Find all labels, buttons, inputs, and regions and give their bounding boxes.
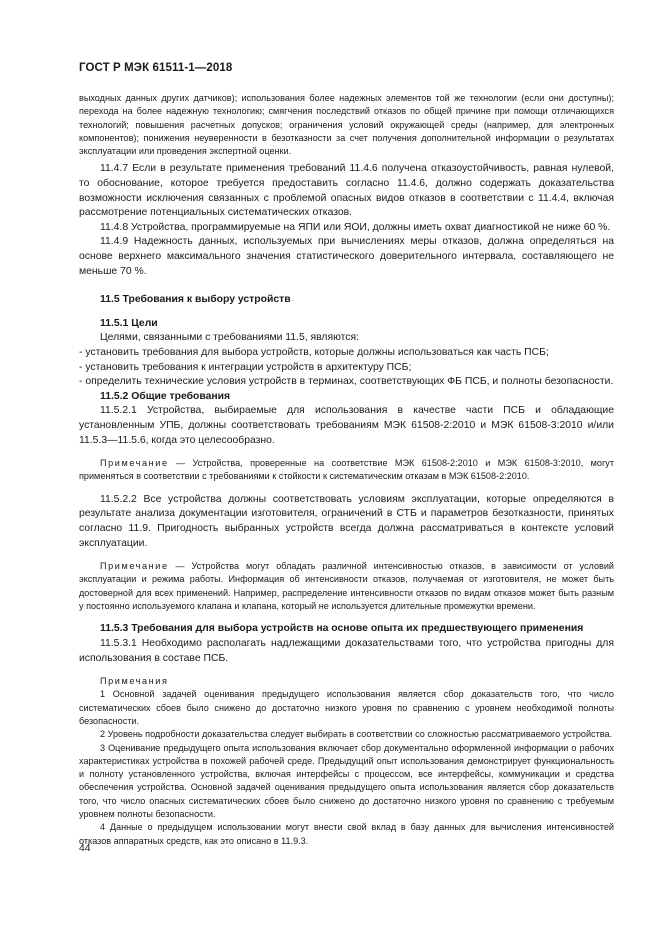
subsection-heading-11-5-2: 11.5.2 Общие требования <box>100 390 231 402</box>
note-1 <box>79 457 614 484</box>
paragraph-11-4-8: 11.4.8 Устройства, программируемые на ЯПИ или ЯОИ, должны иметь охват диагностикой не ниже 60 %. <box>100 221 611 233</box>
note-text: — Устройства, проверенные на соответствие МЭК 61508-2:2010 и МЭК 61508-3:2010, могут применяться в соответствии с требованиями к стойкости к систематическим отказам в МЭК 61508-2:2010. <box>79 458 614 482</box>
subsection-heading-11-5-3: 11.5.3 Требования для выбора устройств на основе опыта их предшествующего применения <box>100 623 584 635</box>
objectives-intro: Целями, связанными с требованиями 11.5, являются: <box>100 332 360 344</box>
paragraph-11-5-3-1: 11.5.3.1 Необходимо располагать надлежащими доказательствами того, что устройства пригодны для использования в составе ПСБ. <box>79 637 614 664</box>
note-label: Примечание <box>100 561 169 572</box>
document-header: ГОСТ Р МЭК 61511-1—2018 <box>79 62 233 74</box>
note-2 <box>79 560 614 613</box>
page-number: 44 <box>79 843 91 854</box>
note-item-4: 4 Данные о предыдущем использовании могут внести свой вклад в базу данных для вычисления интенсивностей отказов аппаратных средств, как это описано в 11.9.3. <box>79 822 614 846</box>
note-text: — Устройства могут обладать различной интенсивностью отказов, в зависимости от условий эксплуатации и режима работы. Информация об интенсивности отказов, получаемая от изготовителя, не может быть достоверной для всех применений. Например, распределение интенсивности отказов по видам отказов может быть разным у постоянно используемого клапана и клапана, который не используется длительные промежутки времени. <box>79 561 614 612</box>
paragraph-11-5-2-2: 11.5.2.2 Все устройства должны соответствовать условиям эксплуатации, которые определяются в результате анализа документации изготовителя, ограничений в СТБ и параметров безотказности, принятых согласно 11.9. Пригодность выбранных устройств всегда должна рассматриваться в контексте условий эксплуатации. <box>79 493 614 549</box>
document-body <box>79 92 614 848</box>
paragraph-11-4-7: 11.4.7 Если в результате применения требований 11.4.6 получена отказоустойчивость, равная нулевой, то обоснование, которое требуется предоставить согласно 11.4.6, должно содержать доказательства возможности исключения связанных с проблемой опасных видов отказов в соответствии с 11.4.4, включая рассмотрение потенциальных систематических отказов. <box>79 163 614 219</box>
section-heading-11-5: 11.5 Требования к выбору устройств <box>100 294 291 306</box>
paragraph-11-4-9: 11.4.9 Надежность данных, используемых при вычислениях меры отказов, должна определяться на основе верхнего максимального значения статистического доверительного интервала, составляющего не меньше 70 %. <box>79 236 614 277</box>
notes-heading: Примечания <box>100 676 169 687</box>
note-item-1: 1 Основной задачей оценивания предыдущего использования является сбор доказательств того, что число систематических сбоев было снижено до достаточно низкого уровня по сравнению с уровнем необходимой полноты безопасности. <box>79 689 614 726</box>
subsection-heading-11-5-1: 11.5.1 Цели <box>100 317 158 329</box>
note-item-3: 3 Оценивание предыдущего опыта использования включает сбор документально оформленной информации о рабочих характеристиках устройства в похожей рабочей среде. Предыдущий опыт использования демонстрирует функциональность и полноту установленного устройства, включая интерфейсы с процессом, все интерфейсы, коммуникации и средства обеспечения устройства. Основной задачей оценивания предыдущего опыта использования является сбор доказательств того, что число опасных систематических сбоев было снижено до достаточно низкого уровня по сравнению с требуемым уровнем полноты безопасности. <box>79 742 614 820</box>
note-label: Примечание <box>100 458 169 469</box>
paragraph-continuation: выходных данных других датчиков); использования более надежных элементов той же технологии (если они доступны); перехода на более надежную технологию; смягчения последствий отказов по общей причине при помощи отличающихся технологий; повышения расчетных допусков; ограничения условий окружающей среды (например, для электронных компонентов); понижения неуверенности в безотказности за счет получения дополнительной информации о результатах эксплуатации или проведения экспертной оценки. <box>79 93 614 157</box>
objective-item-2: - установить требования к интеграции устройств в архитектуру ПСБ; <box>79 361 412 373</box>
note-item-2: 2 Уровень подробности доказательства следует выбирать в соответствии со сложностью рассматриваемого устройства. <box>100 729 613 740</box>
paragraph-11-5-2-1: 11.5.2.1 Устройства, выбираемые для использования в качестве части ПСБ и обладающие установленным УПБ, должны соответствовать требованиям МЭК 61508-2:2010 и МЭК 61508-3:2010 и/или 11.5.3—11.5.6, когда это целесообразно. <box>79 405 614 446</box>
objective-item-1: - установить требования для выбора устройств, которые должны использоваться как часть ПСБ; <box>79 347 549 359</box>
objective-item-3: - определить технические условия устройств в терминах, соответствующих ФБ ПСБ, и полноты безопасности. <box>79 376 614 388</box>
